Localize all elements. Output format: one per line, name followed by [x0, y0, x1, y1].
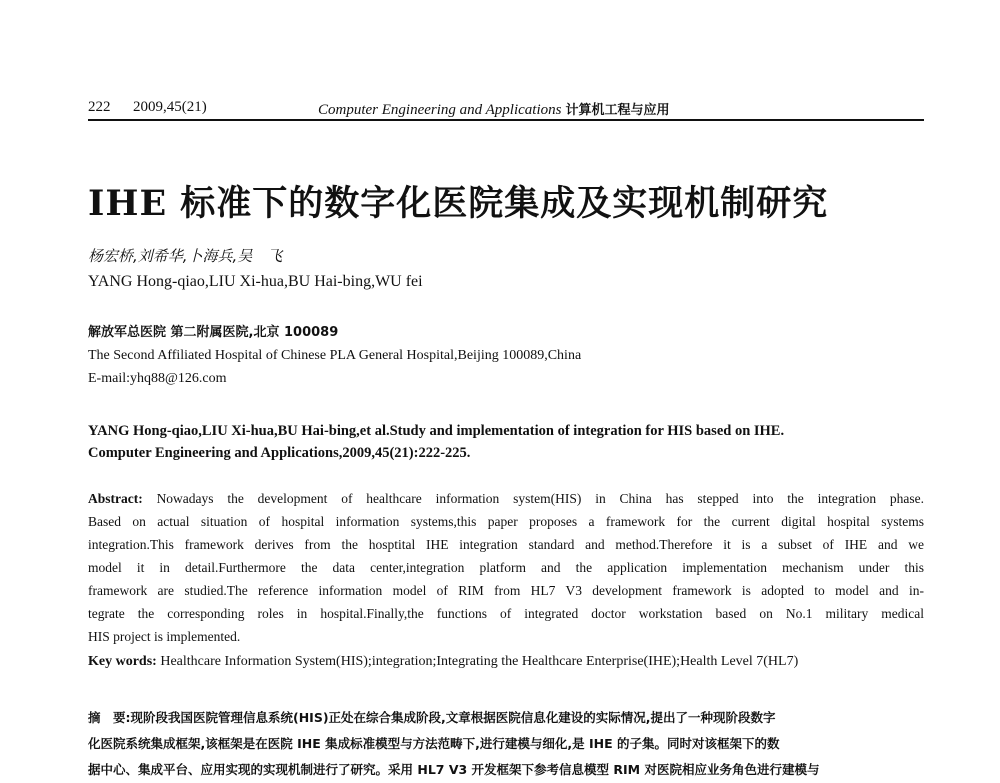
header-rule: [88, 119, 924, 121]
journal-name-en: Computer Engineering and Applications: [318, 102, 562, 118]
abstract-line: integration.This framework derives from the hosptital IHE integration standard and method.Therefore it is a subset of IHE and we: [88, 537, 924, 552]
keywords: [88, 654, 924, 670]
affiliation-en: The Second Affiliated Hospital of Chinese PLA General Hospital,Beijing 100089,China: [88, 348, 582, 363]
citation-line: Computer Engineering and Applications,2009,45(21):222-225.: [88, 445, 471, 461]
abstract-line: HIS project is implemented.: [88, 629, 241, 644]
journal-name: [318, 99, 669, 119]
keywords-label: Key words:: [88, 654, 157, 669]
abstract-line: [88, 487, 924, 510]
abstract-line: model it in detail.Furthermore the data center,integration platform and the application implementation mechanism under this: [88, 560, 924, 575]
abstract-label: Abstract:: [88, 491, 143, 506]
authors-cn: 杨宏桥,刘希华,卜海兵,吴 飞: [88, 247, 283, 265]
authors-en: YANG Hong-qiao,LIU Xi-hua,BU Hai-bing,WU fei: [88, 273, 423, 290]
keywords-text: Healthcare Information System(HIS);integration;Integrating the Healthcare Enterprise(IHE);Health Level 7(HL7): [160, 654, 799, 669]
paper-title: IHE 标准下的数字化医院集成及实现机制研究: [88, 183, 829, 224]
running-header: [88, 97, 924, 121]
citation-line: YANG Hong-qiao,LIU Xi-hua,BU Hai-bing,et al.Study and implementation of integration for HIS based on IHE.: [88, 423, 785, 439]
abstract-line: tegrate the corresponding roles in hospital.Finally,the functions of integrated doctor workstation based on No.1 military medical: [88, 606, 924, 621]
journal-name-cn: 计算机工程与应用: [565, 103, 670, 118]
issue-info: 2009,45(21): [133, 99, 207, 115]
abstract-text: Nowadays the development of healthcare information system(HIS) in China has stepped into the integration phase.: [156, 491, 925, 506]
author-email: E-mail:yhq88@126.com: [88, 371, 227, 386]
abstract-cn-label: 摘 要:: [88, 710, 131, 725]
abstract-cn-line: 据中心、集成平台、应用实现的实现机制进行了研究。采用 HL7 V3 开发框架下参考信息模型 RIM 对医院相应业务角色进行建模与: [88, 762, 820, 777]
abstract-line: framework are studied.The reference information model of RIM from HL7 V3 development framework is adopted to model and in-: [88, 583, 924, 598]
citation: [88, 420, 920, 464]
abstract-cn: [88, 705, 924, 777]
abstract-cn-line: [88, 705, 924, 731]
abstract-cn-line: 化医院系统集成框架,该框架是在医院 IHE 集成标准模型与方法范畴下,进行建模与细化,是 IHE 的子集。同时对该框架下的数: [88, 736, 780, 751]
abstract-line: Based on actual situation of hospital information systems,this paper proposes a framework for the current digital hospital systems: [88, 514, 924, 529]
page-number: 222: [88, 99, 111, 115]
abstract-en: [88, 487, 924, 648]
abstract-cn-text: 现阶段我国医院管理信息系统(HIS)正处在综合集成阶段,文章根据医院信息化建设的实际情况,提出了一种现阶段数字: [130, 710, 776, 725]
affiliation-cn: 解放军总医院 第二附属医院,北京 100089: [88, 325, 339, 340]
